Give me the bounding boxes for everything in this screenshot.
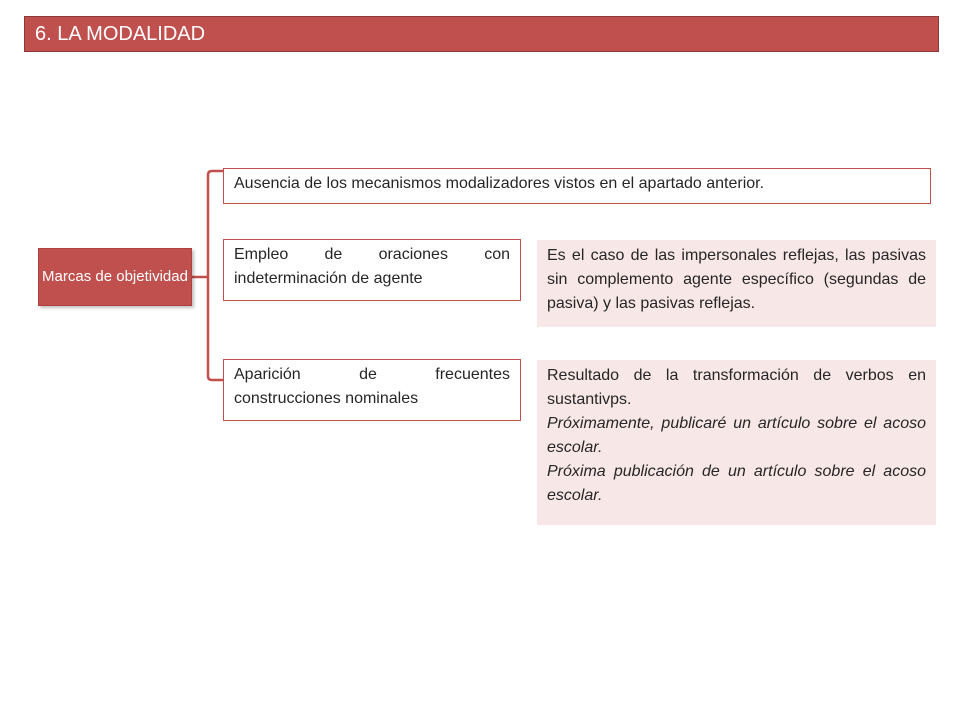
note-nominalizacion bbox=[537, 360, 936, 525]
branch-indeterminacion-agente bbox=[223, 239, 521, 301]
root-node-marcas-objetividad bbox=[38, 248, 192, 306]
note-example-verbal: Próximamente, publicaré un artículo sobre el acoso escolar. bbox=[547, 415, 926, 456]
note-text: Resultado de la transformación de verbos en sustantivps. bbox=[547, 367, 926, 408]
branch-text: Ausencia de los mecanismos modalizadores vistos en el apartado anterior. bbox=[234, 175, 765, 192]
branch-construcciones-nominales bbox=[223, 359, 521, 421]
note-pasivas bbox=[537, 240, 936, 327]
root-node-label: Marcas de objetividad bbox=[42, 268, 188, 285]
branch-text: Aparición de frecuentes construcciones nominales bbox=[234, 366, 510, 407]
note-text: Es el caso de las impersonales reflejas, las pasivas sin complemento agente específico (segundas de pasiva) y las pasivas reflejas. bbox=[547, 247, 926, 312]
note-example-nominal: Próxima publicación de un artículo sobre el acoso escolar. bbox=[547, 463, 926, 504]
branch-ausencia-modalizadores bbox=[223, 168, 931, 204]
branch-text: Empleo de oraciones con indeterminación de agente bbox=[234, 246, 510, 287]
page-title: 6. LA MODALIDAD bbox=[35, 23, 206, 45]
header-bar bbox=[24, 16, 939, 52]
